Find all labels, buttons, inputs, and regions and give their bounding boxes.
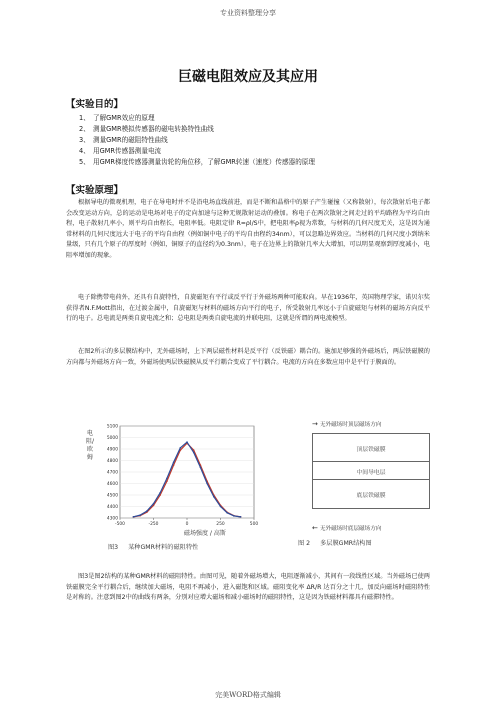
data-point — [193, 452, 195, 454]
y-tick-label: 4700 — [106, 470, 118, 476]
figure2-layer-middle: 中间导电层 — [312, 461, 430, 481]
y-tick-label: 4800 — [106, 459, 118, 465]
arrow-left-icon: ← — [312, 524, 318, 532]
figure2-layer-top: 顶层铁磁膜 — [312, 433, 430, 463]
objective-item: 4、 用GMR传感器测量电流 — [79, 146, 162, 155]
x-tick-label: 0 — [185, 522, 189, 527]
figure2-layer-bottom: 底层铁磁膜 — [312, 479, 430, 509]
y-tick-label: 4600 — [106, 482, 118, 488]
y-tick-label: 4900 — [106, 447, 118, 453]
page-footer: 完美WORD格式编辑 — [215, 691, 281, 699]
principle-paragraph-4: 图3是图2结构的某种GMR材料的磁阻特性。由图可见，随着外磁场增大，电阻逐渐减小，其间有一段线性区域。当外磁场已使两铁磁膜完全平行耦合后，继续加大磁场，电阻不再减小，进入磁饱和区域。磁阻变化率 ΔR/R 达百分之十几，加反向磁场时磁阻特性是对称的。注意到图2中的曲线有两条，分别对应增大磁场和减小磁场时的磁阻特性，这是因为铁磁材料都具有磁滞特性。 — [66, 573, 430, 601]
objective-item: 5、 用GMR梯度传感器测量齿轮的角位移，了解GMR转速（速度）传感器的原理 — [79, 157, 315, 166]
data-point — [159, 492, 161, 494]
data-point — [226, 512, 228, 514]
figure3-y-axis-label: 电阻/欧姆 — [86, 430, 95, 461]
principle-paragraph-1: 根据导电的微观机理，电子在导电时并不是沿电场直线前进，而是不断和晶格中的原子产生碰撞（又称散射），每次散射后电子都会改变运动方向，总的运动是电场对电子的定向加速与这种无规散射运动的叠加。称电子在两次散射之间走过的平均路程为平均自由程，电子散射几率小，则平均自由程长，电阻率低。电阻定律 R=ρl/S中，把电阻率ρ视为常数，与材料的几何尺度无关，这是因为通常材料的几何尺度远大于电子的平均自由程（例如铜中电子的平均自由程约34nm），可以忽略边界效应。当材料的几何尺度小到纳米量级，只有几个原子的厚度时（例如，铜原子的直径约为0.3nm），电子在边界上的散射几率大大增加，可以明显观察到厚度减小，电阻率增加的现象。 — [66, 199, 430, 259]
figure2-top-note: → 无外磁场时顶层磁场方向 — [312, 420, 382, 428]
y-tick-label: 5100 — [106, 424, 118, 430]
data-point — [206, 483, 208, 485]
objective-item: 1、 了解GMR效应的原理 — [79, 114, 155, 122]
data-point — [153, 503, 155, 505]
data-point — [220, 506, 222, 508]
data-point — [233, 515, 235, 517]
arrow-right-icon: → — [312, 420, 318, 428]
y-tick-label: 4400 — [106, 505, 118, 511]
data-point — [133, 516, 135, 518]
principle-paragraph-3: 在图2所示的多层膜结构中，无外磁场时，上下两层磁性材料是反平行（反铁磁）耦合的。施加足够强的外磁场后，两层铁磁膜的方向都与外磁场方向一致，外磁场使两层铁磁膜从反平行耦合变成了平行耦合。电流的方向在多数应用中是平行于膜面的。 — [66, 348, 430, 366]
x-tick-label: 250 — [216, 522, 225, 527]
data-point — [213, 496, 215, 498]
data-point — [166, 478, 168, 480]
y-tick-label: 4500 — [106, 493, 118, 499]
objective-item: 3、 测量GMR的磁阻特性曲线 — [79, 135, 168, 144]
principles-heading: 【实验原理】 — [66, 185, 124, 196]
data-point — [200, 467, 202, 469]
data-point — [186, 441, 188, 443]
y-tick-label: 4300 — [106, 516, 118, 522]
data-point — [173, 461, 175, 463]
data-point — [139, 514, 141, 516]
figure3-x-axis-label: 磁场强度 / 高斯 — [184, 530, 226, 537]
x-tick-label: -500 — [115, 522, 125, 527]
objective-item: 2、 测量GMR模拟传感器的磁电转换特性曲线 — [79, 124, 214, 133]
principle-paragraph-2: 电子除携带电荷外，还具有自旋特性，自旋磁矩有平行或反平行于外磁场两种可能取向。早在1936年，英国物理学家，诺贝尔奖获得者N.F.Mott指出，在过渡金属中，自旋磁矩与材料的磁场方向平行的电子，所受散射几率远小于自旋磁矩与材料的磁场方向反平行的电子。总电流是两类自旋电流之和；总电阻是两类自旋电流的并联电阻，这就是所谓的两电流模型。 — [66, 294, 430, 322]
figure3-chart — [64, 420, 264, 550]
document-title: 巨磁电阻效应及其应用 — [178, 69, 318, 85]
objectives-heading: 【实验目的】 — [66, 99, 124, 110]
figure2-caption: 图 2 多层膜GMR结构图 — [298, 540, 372, 547]
page-header: 专业资料整理分享 — [220, 9, 276, 17]
data-point — [180, 447, 182, 449]
y-tick-label: 5000 — [106, 436, 118, 442]
figure2-structure-diagram — [294, 419, 434, 535]
objectives-list — [79, 113, 315, 168]
x-tick-label: -250 — [148, 522, 159, 527]
figure3-caption: 图3 某种GMR材料的磁阻特性 — [108, 544, 199, 551]
figure2-bottom-note: ← 无外磁场时底层磁场方向 — [312, 524, 382, 532]
x-tick-label: 500 — [249, 522, 259, 527]
data-point — [240, 516, 242, 518]
data-point — [146, 510, 148, 512]
